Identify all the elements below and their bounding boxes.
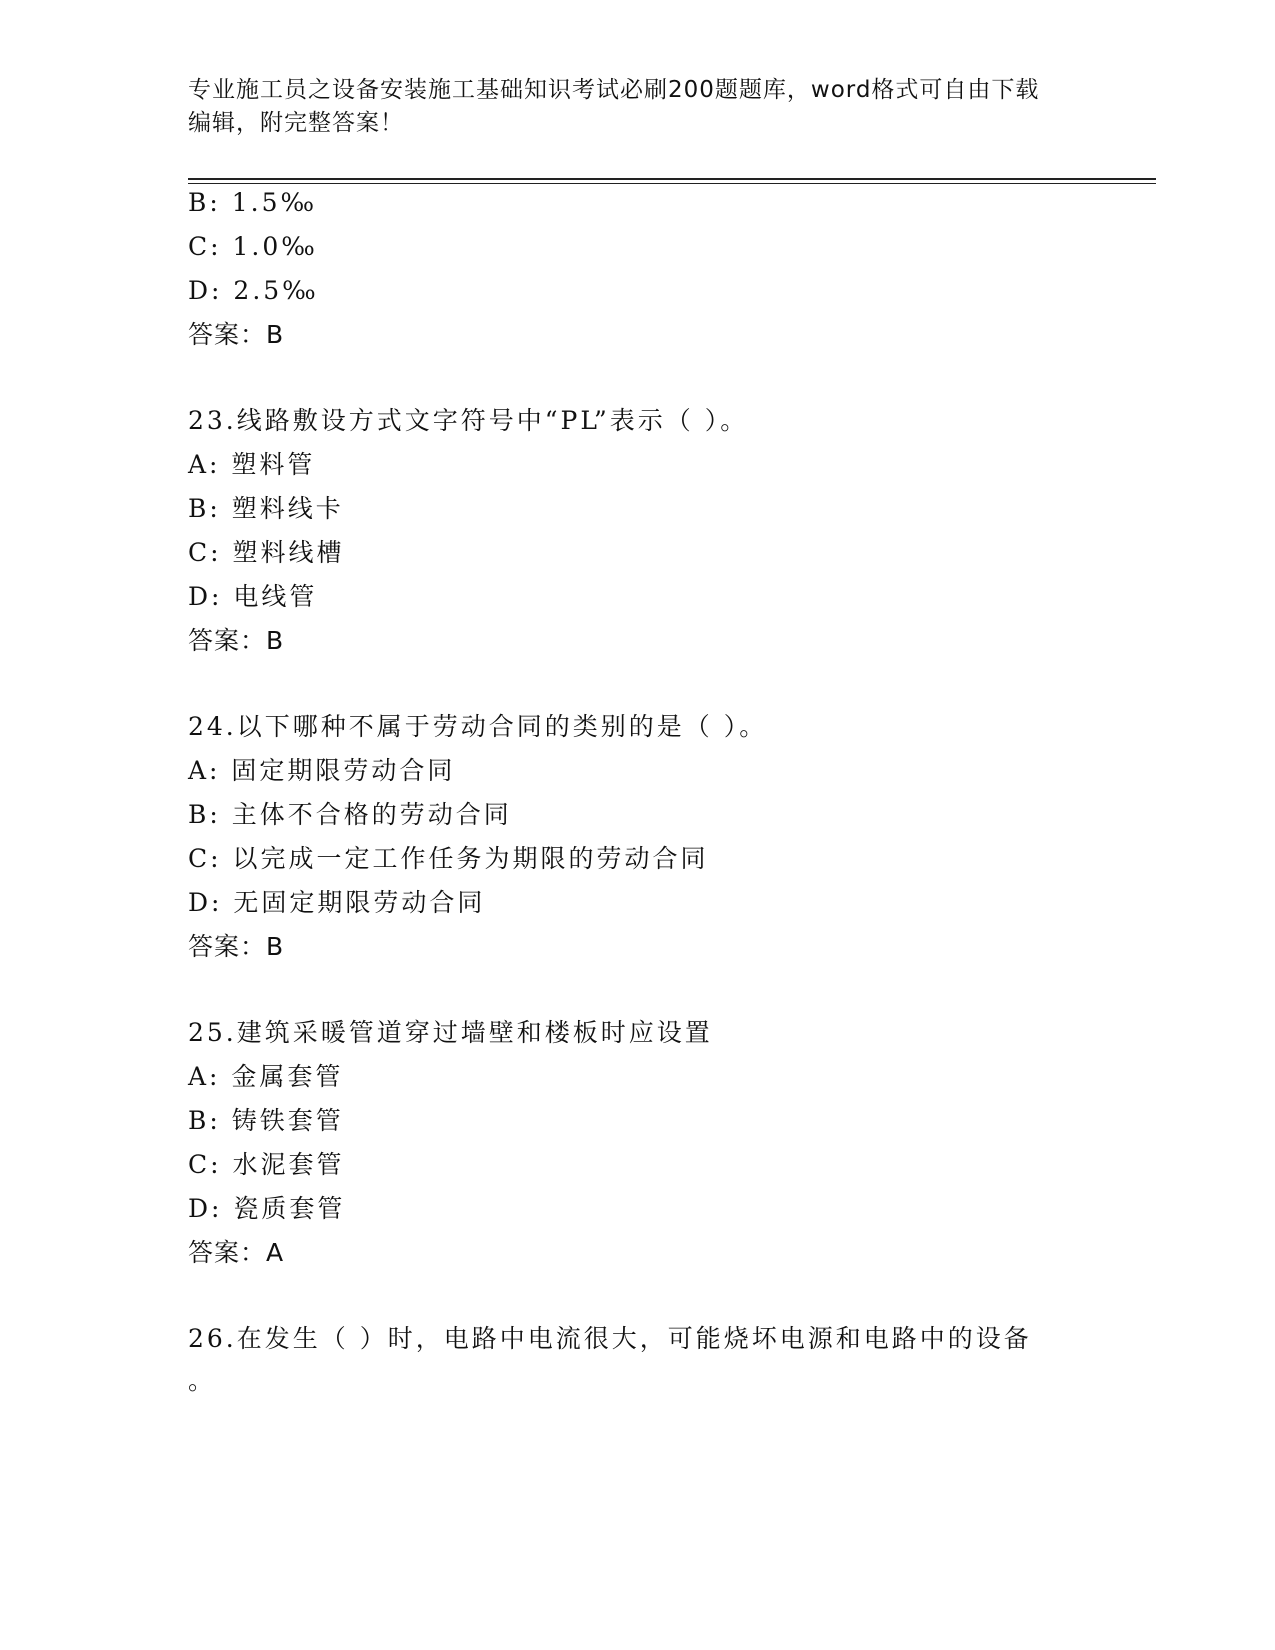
option-b: B: 1.5‰ bbox=[188, 188, 318, 217]
option-b: B: 铸铁套管 bbox=[188, 1106, 344, 1135]
option-d: D: 2.5‰ bbox=[188, 276, 319, 305]
answer: 答案：B bbox=[188, 932, 285, 961]
question-stem-continuation: 。 bbox=[188, 1366, 217, 1395]
question-stem: 25.建筑采暖管道穿过墙壁和楼板时应设置 bbox=[188, 1018, 713, 1047]
option-c: C: 以完成一定工作任务为期限的劳动合同 bbox=[188, 844, 709, 873]
option-c: C: 水泥套管 bbox=[188, 1150, 345, 1179]
question-stem: 24.以下哪种不属于劳动合同的类别的是（ ）。 bbox=[188, 712, 768, 741]
answer: 答案：B bbox=[188, 626, 285, 655]
option-a: A: 塑料管 bbox=[188, 450, 316, 479]
answer: 答案：A bbox=[188, 1238, 285, 1267]
header-line-1: 专业施工员之设备安装施工基础知识考试必刷200题题库，word格式可自由下载 bbox=[188, 77, 1040, 103]
option-d: D: 瓷质套管 bbox=[188, 1194, 346, 1223]
page-header bbox=[188, 74, 1088, 140]
question-stem: 26.在发生（ ）时，电路中电流很大，可能烧坏电源和电路中的设备 bbox=[188, 1324, 1032, 1353]
header-line-2: 编辑，附完整答案！ bbox=[188, 110, 404, 136]
option-b: B: 主体不合格的劳动合同 bbox=[188, 800, 512, 829]
header-rule-thin bbox=[188, 183, 1156, 184]
answer: 答案：B bbox=[188, 320, 285, 349]
option-c: C: 1.0‰ bbox=[188, 232, 318, 261]
option-a: A: 固定期限劳动合同 bbox=[188, 756, 456, 785]
option-d: D: 电线管 bbox=[188, 582, 318, 611]
question-stem: 23.线路敷设方式文字符号中“PL”表示（ ）。 bbox=[188, 406, 749, 435]
option-a: A: 金属套管 bbox=[188, 1062, 344, 1091]
option-d: D: 无固定期限劳动合同 bbox=[188, 888, 486, 917]
option-c: C: 塑料线槽 bbox=[188, 538, 345, 567]
header-rule-thick bbox=[188, 178, 1156, 180]
option-b: B: 塑料线卡 bbox=[188, 494, 344, 523]
